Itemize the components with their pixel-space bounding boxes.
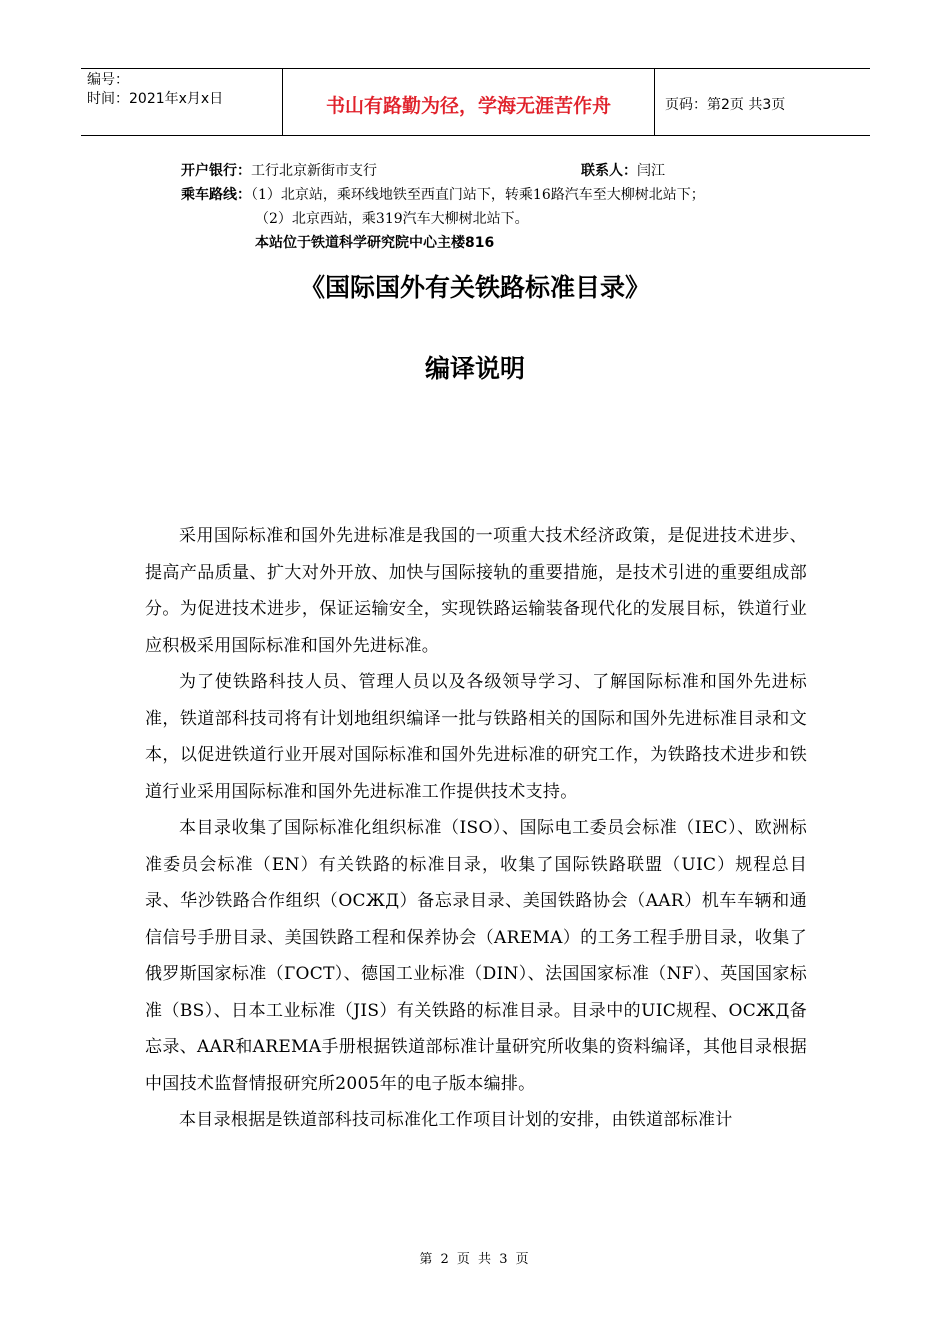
contact-value: 闫江 — [637, 163, 665, 179]
page-footer: 第 2 页 共 3 页 — [419, 1252, 531, 1267]
route-line-1 — [181, 184, 705, 206]
header-motto: 书山有路勤为径，学海无涯苦作舟 — [283, 69, 655, 135]
location-text: 本站位于铁道科学研究院中心主楼816 — [255, 235, 495, 251]
location-line — [255, 232, 494, 254]
paragraph-1: 采用国际标准和国外先进标准是我国的一项重大技术经济政策，是促进技术进步、提高产品质量、扩大对外开放、加快与国际接轨的重要措施，是技术引进的重要组成部分。为促进技术进步，保证运输安全，实现铁路运输装备现代化的发展目标，铁道行业应积极采用国际标准和国外先进标准。 — [145, 526, 807, 656]
header-table — [81, 68, 870, 136]
document-subtitle: 编译说明 — [424, 354, 525, 383]
bank-line — [181, 160, 377, 182]
paragraph-4: 本目录根据是铁道部科技司标准化工作项目计划的安排，由铁道部标准计 — [179, 1110, 733, 1130]
document-body — [145, 518, 807, 1139]
route-label: 乘车路线： — [181, 187, 251, 203]
serial-label: 编号： — [87, 72, 129, 88]
header-page-info: 页码：第2页 共3页 — [665, 97, 786, 113]
paragraph-2: 为了使铁路科技人员、管理人员以及各级领导学习、了解国际标准和国外先进标准，铁道部科技司将有计划地组织编译一批与铁路相关的国际和国外先进标准目录和文本，以促进铁道行业开展对国际标准和国外先进标准的研究工作，为铁路技术进步和铁道行业采用国际标准和国外先进标准工作提供技术支持。 — [145, 672, 807, 802]
contact-line — [581, 160, 665, 182]
document-title: 《国际国外有关铁路标准目录》 — [299, 273, 650, 302]
route-line-2 — [255, 208, 529, 230]
route-2: （2）北京西站，乘319汽车大柳树北站下。 — [255, 211, 529, 227]
paragraph-3: 本目录收集了国际标准化组织标准（ISO）、国际电工委员会标准（IEC）、欧洲标准委员会标准（EN）有关铁路的标准目录，收集了国际铁路联盟（UIC）规程总目录、华沙铁路合作组织（OCЖД）备忘录目录、美国铁路协会（AAR）机车车辆和通信信号手册目录、美国铁路工程和保养协会（AREMA）的工务工程手册目录，收集了俄罗斯国家标准（ГOCT）、德国工业标准（DIN）、法国国家标准（NF）、英国国家标准（BS）、日本工业标准（JIS）有关铁路的标准目录。目录中的UIC规程、OCЖД备忘录、AAR和AREMA手册根据铁道部标准计量研究所收集的资料编译，其他目录根据中国技术监督情报研究所2005年的电子版本编排。 — [145, 818, 807, 1094]
contact-label: 联系人： — [581, 163, 637, 179]
route-1: （1）北京站，乘环线地铁至西直门站下，转乘16路汽车至大柳树北站下； — [251, 187, 705, 203]
bank-label: 开户银行： — [181, 163, 251, 179]
bank-value: 工行北京新街市支行 — [251, 163, 377, 179]
time-label: 时间：2021年x月x日 — [87, 91, 224, 107]
header-meta — [81, 69, 283, 135]
